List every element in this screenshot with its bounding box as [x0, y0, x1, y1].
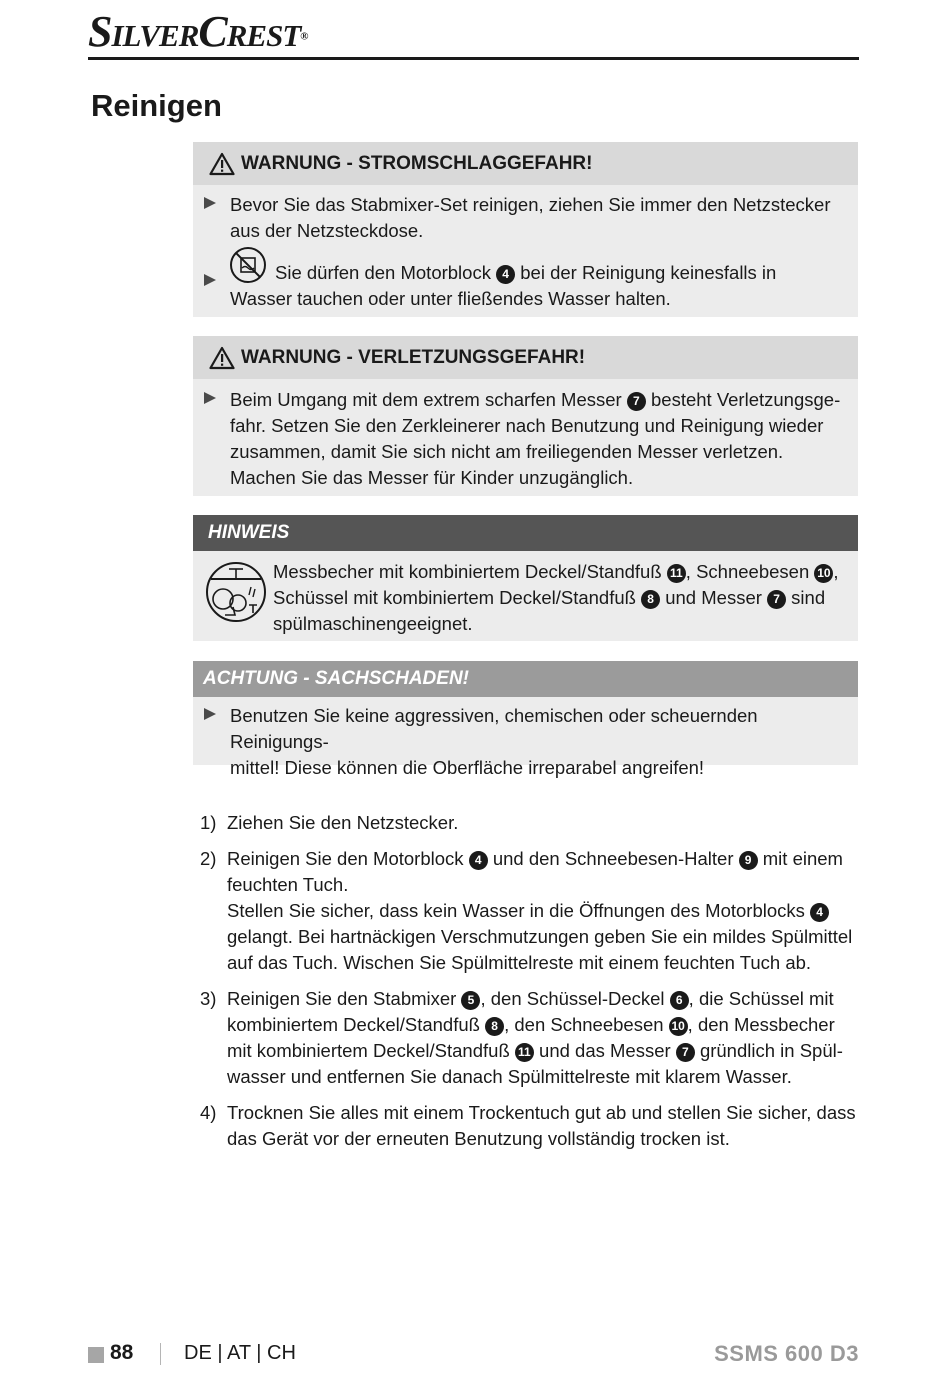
- text-line: Machen Sie das Messer für Kinder unzugänglich.: [230, 467, 634, 488]
- part-number-badge: 6: [670, 991, 689, 1010]
- part-number-badge: 4: [469, 851, 488, 870]
- text-segment: , die Schüssel mit: [688, 988, 834, 1009]
- bullet-arrow-icon: [204, 274, 216, 286]
- brand-letter: C: [198, 7, 227, 56]
- hint-header: [193, 515, 858, 551]
- part-number-badge: 5: [461, 991, 480, 1010]
- no-water-immersion-icon: [229, 246, 269, 284]
- warning-injury-box: [193, 336, 858, 496]
- text-segment: Reinigen Sie den Motorblock: [227, 848, 464, 869]
- footer-square-marker: [88, 1347, 104, 1363]
- cleaning-steps-list: [200, 810, 860, 1162]
- text-line: wasser und entfernen Sie danach Spülmittelreste mit klarem Wasser.: [227, 1066, 792, 1087]
- text-segment: Stellen Sie sicher, dass kein Wasser in die Öffnungen des Motorblocks: [227, 900, 805, 921]
- text-segment: Sie dürfen den Motorblock: [275, 262, 491, 283]
- warning-heading: WARNUNG - STROMSCHLAGGEFAHR!: [241, 152, 593, 174]
- text-segment: bei der Reinigung keinesfalls in: [520, 262, 777, 283]
- hint-body: [193, 551, 858, 641]
- text-segment: sind: [791, 587, 826, 608]
- warning-electric-shock-header: [193, 142, 858, 185]
- text-line: Trocknen Sie alles mit einem Trockentuch gut ab und stellen Sie sicher, dass: [227, 1102, 856, 1123]
- brand-letters: REST: [226, 18, 301, 53]
- step-number: 4): [200, 1102, 217, 1123]
- text-segment: gründlich in Spül-: [699, 1040, 843, 1061]
- step-item: [200, 986, 860, 1090]
- text-segment: , Schneebesen: [685, 561, 810, 582]
- text-line: mittel! Diese können die Oberfläche irreparabel angreifen!: [230, 757, 705, 778]
- text-segment: Messbecher mit kombiniertem Deckel/Standfuß: [273, 561, 662, 582]
- step-item: [200, 1100, 860, 1152]
- caution-heading: ACHTUNG - SACHSCHADEN!: [203, 668, 469, 689]
- text-segment: kombiniertem Deckel/Standfuß: [227, 1014, 480, 1035]
- warning-electric-shock-box: [193, 142, 858, 317]
- part-number-badge: 4: [496, 265, 515, 284]
- brand-letters: ILVER: [111, 18, 199, 53]
- text-line: auf das Tuch. Wischen Sie Spülmittelreste mit einem feuchten Tuch ab.: [227, 952, 812, 973]
- text-segment: , den Messbecher: [687, 1014, 835, 1035]
- footer-divider: [160, 1343, 161, 1365]
- hint-box: [193, 515, 858, 641]
- dishwasher-safe-icon: [205, 561, 267, 623]
- part-number-badge: 9: [739, 851, 758, 870]
- step-number: 2): [200, 848, 217, 869]
- bullet-arrow-icon: [204, 197, 216, 209]
- text-line: das Gerät vor der erneuten Benutzung vollständig trocken ist.: [227, 1128, 730, 1149]
- language-codes: DE | AT | CH: [184, 1342, 296, 1364]
- warning-heading: WARNUNG - VERLETZUNGSGEFAHR!: [241, 346, 586, 368]
- text-segment: , den Schüssel-Deckel: [480, 988, 665, 1009]
- step-item: [200, 810, 860, 836]
- part-number-badge: 11: [515, 1043, 534, 1062]
- part-number-badge: 8: [485, 1017, 504, 1036]
- bullet-arrow-icon: [204, 708, 216, 720]
- list-item: [193, 703, 858, 781]
- list-item: [193, 192, 858, 244]
- text-line: aus der Netzsteckdose.: [230, 220, 424, 241]
- brand-letter: S: [88, 7, 112, 56]
- registered-mark: ®: [300, 30, 308, 43]
- text-segment: mit kombiniertem Deckel/Standfuß: [227, 1040, 510, 1061]
- caution-header: [193, 661, 858, 697]
- list-item: [193, 387, 858, 491]
- text-segment: und Messer: [665, 587, 762, 608]
- step-text: Ziehen Sie den Netzstecker.: [227, 812, 459, 833]
- text-segment: Reinigen Sie den Stabmixer: [227, 988, 457, 1009]
- model-number: SSMS 600 D3: [714, 1341, 859, 1366]
- part-number-badge: 11: [667, 564, 686, 583]
- text-line: spülmaschinengeeignet.: [273, 613, 473, 634]
- page-number: 88: [110, 1341, 134, 1364]
- step-item: [200, 846, 860, 976]
- part-number-badge: 8: [641, 590, 660, 609]
- text-segment: ,: [833, 561, 839, 582]
- step-number: 1): [200, 812, 217, 833]
- text-segment: , den Schneebesen: [504, 1014, 664, 1035]
- text-segment: und den Schneebesen-Halter: [492, 848, 734, 869]
- text-line: gelangt. Bei hartnäckigen Verschmutzungen geben Sie ein mildes Spülmittel: [227, 926, 853, 947]
- part-number-badge: 4: [810, 903, 829, 922]
- text-line: feuchten Tuch.: [227, 874, 349, 895]
- part-number-badge: 10: [669, 1017, 688, 1036]
- text-segment: besteht Verletzungsge-: [651, 389, 841, 410]
- text-line: zusammen, damit Sie sich nicht am freiliegenden Messer verletzen.: [230, 441, 784, 462]
- text-segment: Beim Umgang mit dem extrem scharfen Messer: [230, 389, 622, 410]
- part-number-badge: 7: [767, 590, 786, 609]
- step-number: 3): [200, 988, 217, 1009]
- brand-logo: [88, 6, 307, 57]
- text-line: fahr. Setzen Sie den Zerkleinerer nach Benutzung und Reinigung wieder: [230, 415, 824, 436]
- bullet-arrow-icon: [204, 392, 216, 404]
- part-number-badge: 7: [627, 392, 646, 411]
- text-line: Benutzen Sie keine aggressiven, chemischen oder scheuernden Reinigungs-: [230, 705, 758, 752]
- caution-property-damage-box: [193, 661, 858, 778]
- list-item: [193, 260, 858, 312]
- hint-text: [273, 559, 848, 637]
- part-number-badge: 10: [814, 564, 833, 583]
- text-segment: Schüssel mit kombiniertem Deckel/Standfuß: [273, 587, 636, 608]
- hint-heading: HINWEIS: [208, 522, 290, 543]
- warning-triangle-icon: [209, 346, 235, 370]
- warning-triangle-icon: [209, 152, 235, 176]
- text-segment: und das Messer: [539, 1040, 671, 1061]
- text-segment: mit einem: [762, 848, 843, 869]
- header-rule: [88, 57, 859, 60]
- text-line: Bevor Sie das Stabmixer-Set reinigen, ziehen Sie immer den Netzstecker: [230, 194, 831, 215]
- text-line: Wasser tauchen oder unter fließendes Wasser halten.: [230, 288, 671, 309]
- warning-injury-header: [193, 336, 858, 379]
- page-footer: [88, 1340, 859, 1370]
- page-title: Reinigen: [91, 88, 222, 123]
- part-number-badge: 7: [676, 1043, 695, 1062]
